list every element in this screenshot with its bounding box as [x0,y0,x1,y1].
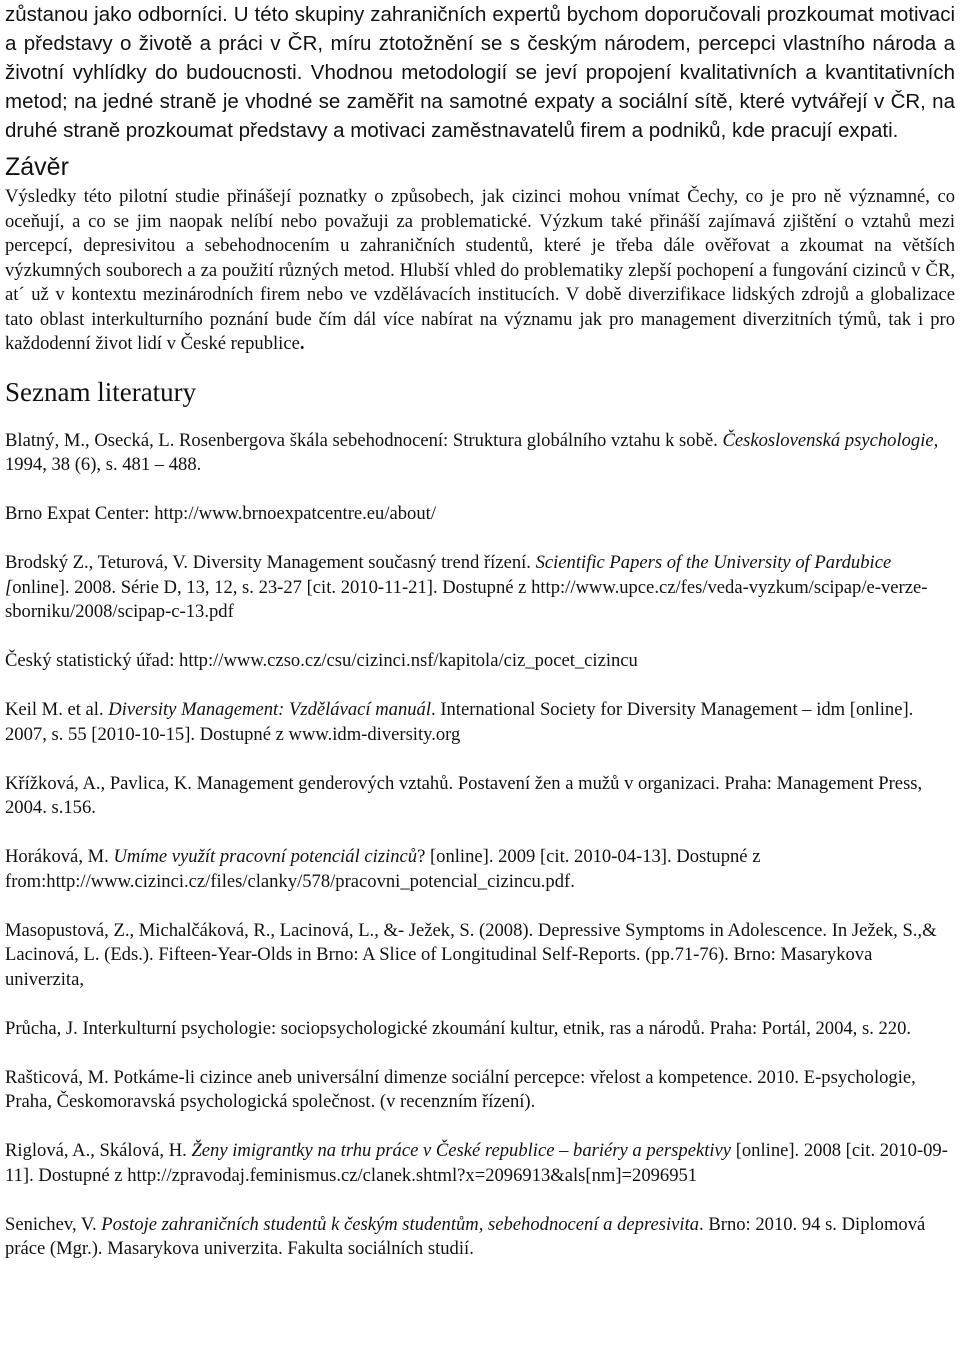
conclusion-heading: Závěr [5,153,69,181]
intro-text-2: Vhodnou metodologií se jeví propojení kvalitativních a kvantitativních metod; na jedné straně je vhodné se zaměřit na samotné expaty a sociální sítě, které vytvářejí v ČR, na druhé straně prozkoumat představy a motivaci zaměstnavatelů firem a podniků, kde pracují expati. [5,61,955,142]
intro-paragraph [5,0,955,145]
reference-item: Riglová, A., Skálová, H. Ženy imigrantky na trhu práce v České republice – bariéry a perspektivy [online]. 2008 [cit. 2010-09-11]. Dostupné z http://zpravodaj.feminismus.cz/clanek.shtml?x=2096913&als[nm]=2096951 [5,1140,948,1186]
reference-item: Křížková, A., Pavlica, K. Management genderových vztahů. Postavení žen a mužů v organizaci. Praha: Management Press, 2004. s.156. [5,772,923,818]
reference-item: Senichev, V. Postoje zahraničních studentů k českým studentům, sebehodnocení a depresivita. Brno: 2010. 94 s. Diplomová práce (Mgr.). Masarykova univerzita. Fakulta sociálních studií. [5,1213,926,1259]
reference-item: Český statistický úřad: http://www.czso.cz/csu/cizinci.nsf/kapitola/ciz_pocet_cizincu [5,650,638,671]
reference-item: Brno Expat Center: http://www.brnoexpatcentre.eu/about/ [5,503,436,524]
conclusion-end-mark: . [299,333,305,354]
reference-item: Horáková, M. Umíme využít pracovní potenciál cizinců? [online]. 2009 [cit. 2010-04-13]. Dostupné z from:http://www.cizinci.cz/files/clanky/578/pracovni_potencial_cizincu.pdf. [5,846,761,892]
reference-item: Rašticová, M. Potkáme-li cizince aneb universální dimenze sociální percepce: vřelost a kompetence. 2010. E-psychologie, Praha, Českomoravská psychologická společnost. (v recenzním řízení). [5,1066,916,1112]
conclusion-text: Výsledky této pilotní studie přinášejí poznatky o způsobech, jak cizinci mohou vnímat Čechy, co je pro ně významné, co oceňují, a co se jim naopak nelíbí nebo považuji za problematické. Výzkum také přináší zajímavá zjištění o vztahů mezi percepcí, depresivitou a sebehodnocením u zahraničních studentů, které je třeba dále ověřovat a zkoumat na větších výzkumných souborech a za použití různých metod. Hlubší vhled do problematiky zlepší pochopení a fungování cizinců v ČR, at´ už v kontextu mezinárodních firem nebo ve vzdělávacích institucích. V době diverzifikace lidských zdrojů a globalizace tato oblast interkulturního poznání bude čím dál více nabírat na významu jak pro management diverzitních týmů, tak i pro každodenní život lidí v České republice [5,186,955,354]
reference-item: Průcha, J. Interkulturní psychologie: sociopsychologické zkoumání kultur, etnik, ras a národů. Praha: Portál, 2004, s. 220. [5,1017,912,1039]
reference-list [5,429,955,1262]
document-page [5,0,955,1262]
reference-item: Blatný, M., Osecká, L. Rosenbergova škála sebehodnocení: Struktura globálního vztahu k sobě. Československá psychologie, 1994, 38 (6), s. 481 – 488. [5,429,939,475]
conclusion-paragraph [5,185,955,357]
reference-item: Brodský Z., Teturová, V. Diversity Management současný trend řízení. Scientific Papers of the University of Pardubice [online]. 2008. Série D, 13, 12, s. 23-27 [cit. 2010-11-21]. Dostupné z http://www.upce.cz/fes/veda-vyzkum/scipap/e-verze-sborniku/2008/scipap-c-13.pdf [5,552,928,622]
reference-item: Keil M. et al. Diversity Management: Vzdělávací manuál. International Society for Diversity Management – idm [online]. 2007, s. 55 [2010-10-15]. Dostupné z www.idm-diversity.org [5,699,914,745]
reference-item: Masopustová, Z., Michalčáková, R., Lacinová, L., &- Ježek, S. (2008). Depressive Symptoms in Adolescence. In Ježek, S.,& Lacinová, L. (Eds.). Fifteen-Year-Olds in Brno: A Slice of Longitudinal Self-Reports. (pp.71-76). Brno: Masarykova univerzita, [5,919,937,990]
references-heading: Seznam literatury [5,376,197,407]
intro-text-1: zůstanou jako odborníci. U této skupiny zahraničních expertů bychom doporučovali prozkoumat motivaci a představy o životě a práci v ČR, míru ztotožnění se s českým národem, percepci vlastního národa a životní vyhlídky do budoucnosti. [5,3,955,84]
